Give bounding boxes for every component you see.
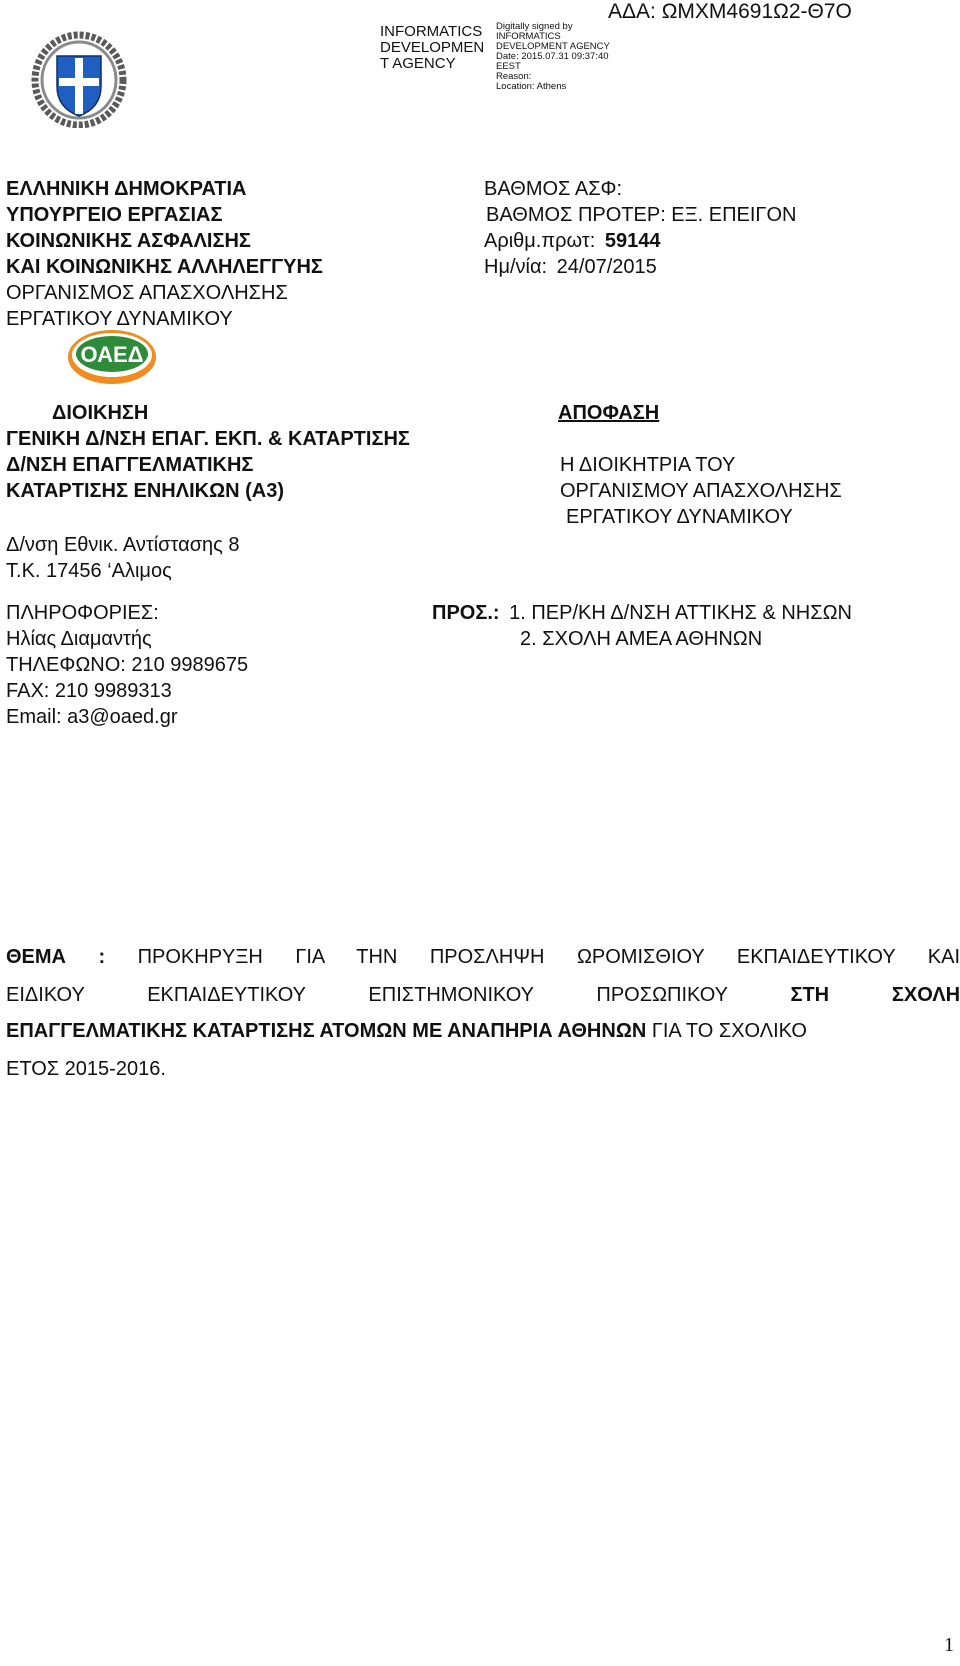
- decision-line: Η ΔΙΟΙΚΗΤΡΙΑ ΤΟΥ: [560, 454, 736, 476]
- contact-name: Ηλίας Διαμαντής: [6, 628, 152, 650]
- decision-line: ΟΡΓΑΝΙΣΜΟΥ ΑΠΑΣΧΟΛΗΣΗΣ: [560, 480, 842, 502]
- department-title: ΔΙΟΙΚΗΣΗ: [52, 402, 149, 424]
- contact-phone: ΤΗΛΕΦΩΝΟ: 210 9989675: [6, 654, 249, 676]
- organization-line: ΟΡΓΑΝΙΣΜΟΣ ΑΠΑΣΧΟΛΗΣΗΣ: [6, 282, 288, 304]
- department-lines: ΓΕΝΙΚΗ Δ/ΝΣΗ ΕΠΑΓ. ΕΚΠ. & ΚΑΤΑΡΤΙΣΗΣ Δ/ΝΣΗ ΕΠΑΓΓΕΛΜΑΤΙΚΗΣ ΚΑΤΑΡΤΙΣΗΣ ΕΝΗΛΙΚΩΝ (Α3): [6, 428, 410, 502]
- subject-line-3: ΕΠΑΓΓΕΛΜΑΤΙΚΗΣ ΚΑΤΑΡΤΙΣΗΣ ΑΤΟΜΩΝ ΜΕ ΑΝΑΠΗΡΙΑ ΑΘΗΝΩΝ ΓΙΑ ΤΟ ΣΧΟΛΙΚΟ: [6, 1020, 807, 1042]
- svg-text:ΟΑΕΔ: ΟΑΕΔ: [80, 342, 144, 367]
- subject-line-2: ΕΙΔΙΚΟΥ ΕΚΠΑΙΔΕΥΤΙΚΟΥ ΕΠΙΣΤΗΜΟΝΙΚΟΥ ΠΡΟΣΩΠΙΚΟΥ ΣΤΗ ΣΧΟΛΗ: [6, 984, 960, 1006]
- recipients-line-1: [432, 600, 852, 626]
- issuer-line: ΚΑΙ ΚΟΙΝΩΝΙΚΗΣ ΑΛΛΗΛΕΓΓΥΗΣ: [6, 256, 323, 278]
- recipient-item: 1. ΠΕΡ/ΚΗ Δ/ΝΣΗ ΑΤΤΙΚΗΣ & ΝΗΣΩΝ: [509, 602, 852, 624]
- issuer-line: ΥΠΟΥΡΓΕΙΟ ΕΡΓΑΣΙΑΣ: [6, 204, 223, 226]
- ada-code: ΑΔΑ: ΩΜΧΜ4691Ω2-Θ7Ο: [608, 0, 852, 23]
- decision-line: ΕΡΓΑΤΙΚΟΥ ΔΥΝΑΜΙΚΟΥ: [566, 506, 793, 528]
- recipients-label: ΠΡΟΣ.:: [432, 602, 500, 624]
- subject-line-4: ΕΤΟΣ 2015-2016.: [6, 1058, 166, 1080]
- document-date: Ημ/νία: 24/07/2015: [484, 256, 657, 278]
- subject-label: ΘΕΜΑ :: [6, 946, 106, 968]
- priority-level: ΒΑΘΜΟΣ ΠΡΟΤΕΡ: ΕΞ. ΕΠΕΙΓΟΝ: [486, 204, 797, 226]
- protocol-number: Αριθμ.πρωτ: 59144: [484, 230, 661, 252]
- greek-emblem: [30, 28, 128, 128]
- contact-label: ΠΛΗΡΟΦΟΡΙΕΣ:: [6, 602, 159, 624]
- department-address: Δ/νση Εθνικ. Αντίστασης 8 Τ.Κ. 17456 ‘Αλιμος: [6, 534, 240, 582]
- organization-block: [6, 280, 288, 332]
- greek-coat-of-arms-icon: [30, 28, 128, 128]
- contact-fax: FAX: 210 9989313: [6, 680, 172, 702]
- contact-email: Email: a3@oaed.gr: [6, 706, 178, 728]
- signer-name: INFORMATICS DEVELOPMEN T AGENCY: [380, 23, 485, 72]
- organization-line: ΕΡΓΑΤΙΚΟΥ ΔΥΝΑΜΙΚΟΥ: [6, 308, 233, 330]
- issuer-block: [6, 176, 323, 280]
- oaed-logo: [66, 328, 158, 386]
- recipient-item: 2. ΣΧΟΛΗ ΑΜΕΑ ΑΘΗΝΩΝ: [520, 628, 763, 650]
- page-number: 1: [944, 1634, 954, 1656]
- signature-details: Digitally signed by INFORMATICS DEVELOPMENT AGENCY Date: 2015.07.31 09:37:40 EEST Reason: Location: Athens: [496, 21, 610, 92]
- issuer-line: ΕΛΛΗΝΙΚΗ ΔΗΜΟΚΡΑΤΙΑ: [6, 178, 247, 200]
- security-level: ΒΑΘΜΟΣ ΑΣΦ:: [484, 178, 623, 200]
- issuer-line: ΚΟΙΝΩΝΙΚΗΣ ΑΣΦΑΛΙΣΗΣ: [6, 230, 251, 252]
- decision-title: ΑΠΟΦΑΣΗ: [558, 402, 660, 424]
- oaed-logo-icon: [66, 328, 158, 386]
- contact-block: [6, 600, 248, 730]
- subject-line-1: ΘΕΜΑ : ΠΡΟΚΗΡΥΞΗ ΓΙΑ ΤΗΝ ΠΡΟΣΛΗΨΗ ΩΡΟΜΙΣΘΙΟΥ ΕΚΠΑΙΔΕΥΤΙΚΟΥ ΚΑΙ: [6, 946, 960, 968]
